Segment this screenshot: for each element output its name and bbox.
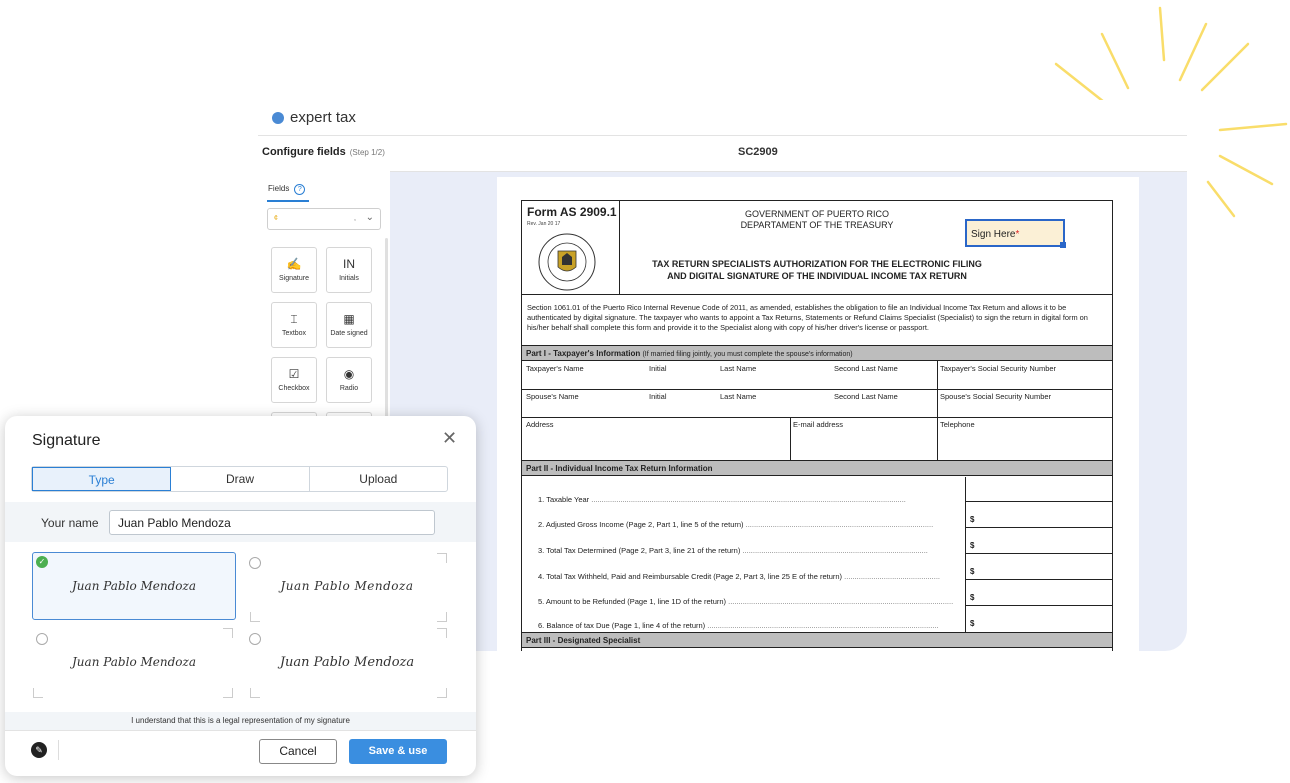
- part2-header: [522, 460, 1113, 476]
- recipient-select-extra: ,: [354, 215, 356, 222]
- calendar-icon: ▦: [343, 312, 355, 326]
- last-name-label: Last Name: [720, 364, 757, 373]
- section-text: Section 1061.01 of the Puerto Rico Internal Revenue Code of 2011, as amended, establishes the obligation to file an Individual Income Tax Return and allows it to be authenticated by digital signature. The taxpayer who wants to appoint a Tax Returns, Statements or Refund Claims Specialist (Specialist) to sign the return in digital form on his/her behalf shall complete this form and provide it to the Specialist along with copy of his/her driver's license or passport.: [527, 303, 1088, 332]
- field-label: Signature: [279, 275, 309, 282]
- telephone-label: Telephone: [940, 420, 975, 429]
- form-col-line: [790, 417, 791, 461]
- configure-title: [262, 146, 385, 158]
- spouse-name-label: Spouse's Name: [526, 392, 579, 401]
- signature-option-3[interactable]: [32, 628, 236, 696]
- chevron-down-icon: ⌄: [365, 212, 374, 223]
- recipient-select-value: ¢: [274, 215, 278, 222]
- gov-title: [622, 209, 1012, 231]
- line-agi: 2. Adjusted Gross Income (Page 2, Part 1, line 5 of the return) ..........................................................................................: [538, 520, 934, 529]
- part2-title: Part II - Individual Income Tax Return Information: [526, 464, 713, 473]
- corner-mark: [250, 688, 260, 698]
- dollar-sign: $: [970, 567, 975, 576]
- sign-here-field[interactable]: [965, 219, 1065, 247]
- dialog-footer-divider: [5, 730, 476, 731]
- dollar-sign: $: [970, 515, 975, 524]
- line-text: 1. Taxable Year: [538, 495, 590, 504]
- form-title: [622, 258, 1012, 282]
- recipient-select[interactable]: [267, 208, 381, 230]
- form-row-line: [522, 417, 1113, 418]
- form-revision: Rev. Jan 20 17: [527, 221, 561, 227]
- gov-line-1: GOVERNMENT OF PUERTO RICO: [744, 209, 890, 219]
- tab-fields-underline: [267, 200, 309, 202]
- form-title-line-2: AND DIGITAL SIGNATURE OF THE INDIVIDUAL INCOME TAX RETURN: [667, 271, 967, 281]
- tab-type[interactable]: Type: [32, 467, 171, 491]
- signature-option-4[interactable]: [245, 628, 449, 696]
- signature-option-1[interactable]: [32, 552, 236, 620]
- field-checkbox-button[interactable]: [271, 357, 317, 403]
- pen-icon[interactable]: ✎: [31, 742, 47, 758]
- signature-dialog: [5, 416, 476, 776]
- taxpayer-ssn-label: Taxpayer's Social Security Number: [940, 364, 1057, 373]
- form-row-line: [965, 553, 1113, 554]
- form-number: Form AS 2909.1: [527, 205, 617, 219]
- part1-header: [522, 345, 1113, 361]
- form-header-divider: [619, 201, 620, 294]
- corner-mark: [437, 553, 447, 563]
- field-textbox-button[interactable]: [271, 302, 317, 348]
- corner-mark: [437, 688, 447, 698]
- field-label: Textbox: [281, 330, 307, 337]
- brand-name: expert tax: [290, 109, 356, 126]
- part1-note: (If married filing jointly, you must complete the spouse's information): [642, 351, 853, 358]
- close-icon[interactable]: ✕: [442, 428, 458, 448]
- line-tax-withheld: 4. Total Tax Withheld, Paid and Reimbursable Credit (Page 2, Part 3, line 25 E of the return) ..............................................: [538, 572, 941, 581]
- signature-option-2[interactable]: [245, 552, 449, 620]
- initial-label: Initial: [649, 364, 667, 373]
- sign-here-label: Sign Here: [971, 229, 1016, 240]
- radio-icon: ◉: [343, 367, 355, 381]
- corner-mark: [250, 612, 260, 622]
- part1-title: Part I - Taxpayer's Information: [526, 349, 641, 358]
- corner-mark: [437, 628, 447, 638]
- dialog-title: Signature: [32, 432, 101, 449]
- signature-preview: Juan Pablo Mendoza: [72, 655, 196, 669]
- second-last-name-label: Second Last Name: [834, 364, 898, 373]
- field-radio-button[interactable]: [326, 357, 372, 403]
- required-marker: *: [1015, 229, 1020, 240]
- selected-check-icon: ✓: [36, 556, 48, 568]
- line-text: 2. Adjusted Gross Income (Page 2, Part 1, line 5 of the return): [538, 520, 744, 529]
- line-text: 5. Amount to be Refunded (Page 1, line 1D of the return): [538, 597, 727, 606]
- second-last-name-label: Second Last Name: [834, 392, 898, 401]
- taxpayer-name-label: Taxpayer's Name: [526, 364, 584, 373]
- gov-line-2: DEPARTAMENT OF THE TREASURY: [740, 220, 894, 230]
- field-label: Date signed: [330, 330, 368, 337]
- field-label: Checkbox: [278, 385, 310, 392]
- form-row-line: [522, 389, 1113, 390]
- toolbar-divider: [258, 171, 1187, 172]
- form-row-line: [965, 527, 1113, 528]
- legal-notice: I understand that this is a legal representation of my signature: [131, 716, 350, 725]
- tab-fields-label: Fields: [268, 184, 290, 193]
- line-balance-due: 6. Balance of tax Due (Page 1, line 4 of the return) ...............................................................................................................: [538, 621, 939, 630]
- your-name-label: Your name: [41, 516, 99, 530]
- part3-title: Part III - Designated Specialist: [526, 636, 641, 645]
- tab-upload[interactable]: Upload: [359, 472, 398, 486]
- field-signature-button[interactable]: [271, 247, 317, 293]
- tax-form: [521, 200, 1113, 651]
- line-refund: 5. Amount to be Refunded (Page 1, line 1D of the return) ............................................................................................................: [538, 597, 954, 606]
- email-label: E-mail address: [793, 420, 844, 429]
- treasury-seal-icon: [536, 231, 598, 293]
- address-label: Address: [526, 420, 554, 429]
- field-date-signed-button[interactable]: [326, 302, 372, 348]
- radio-icon[interactable]: [249, 633, 261, 645]
- corner-mark: [33, 688, 43, 698]
- checkbox-icon: ☑: [288, 367, 300, 381]
- tab-fields[interactable]: [268, 184, 305, 195]
- line-tax-determined: 3. Total Tax Determined (Page 2, Part 3, line 21 of the return) .........................................................................................: [538, 546, 928, 555]
- brand-logo: [272, 109, 356, 126]
- line-taxable-year: 1. Taxable Year .......................................................................................................................................................: [538, 495, 906, 504]
- your-name-input[interactable]: [109, 510, 435, 535]
- brand-logo-icon: [272, 112, 284, 124]
- document-id: SC2909: [738, 146, 778, 158]
- sidebar-scrollbar[interactable]: [385, 238, 388, 418]
- form-row-line: [965, 579, 1113, 580]
- form-col-line: [937, 361, 938, 461]
- footer-separator: [58, 740, 59, 760]
- corner-mark: [437, 612, 447, 622]
- help-icon[interactable]: ?: [294, 184, 305, 195]
- initial-label: Initial: [649, 392, 667, 401]
- tab-draw[interactable]: Draw: [171, 467, 309, 491]
- dollar-sign: $: [970, 593, 975, 602]
- radio-icon[interactable]: [36, 633, 48, 645]
- signature-preview: Juan Pablo Mendoza: [72, 579, 196, 593]
- corner-mark: [223, 628, 233, 638]
- signature-mode-tabs: [31, 466, 448, 492]
- configure-step: (Step 1/2): [349, 148, 385, 157]
- form-title-line-1: TAX RETURN SPECIALISTS AUTHORIZATION FOR THE ELECTRONIC FILING: [652, 259, 982, 269]
- configure-title-text: Configure fields: [262, 146, 346, 158]
- corner-mark: [223, 688, 233, 698]
- dollar-sign: $: [970, 619, 975, 628]
- line-text: 6. Balance of tax Due (Page 1, line 4 of the return): [538, 621, 706, 630]
- field-initials-button[interactable]: [326, 247, 372, 293]
- signature-preview: Juan Pablo Mendoza: [279, 654, 415, 670]
- signature-preview: Juan Pablo Mendoza: [280, 579, 414, 593]
- header-divider: [258, 135, 1187, 136]
- line-text: 4. Total Tax Withheld, Paid and Reimbursable Credit (Page 2, Part 3, line 25 E of the return): [538, 572, 843, 581]
- form-row-line: [965, 501, 1113, 502]
- dollar-sign: $: [970, 541, 975, 550]
- spouse-ssn-label: Spouse's Social Security Number: [940, 392, 1052, 401]
- textbox-icon: ⌶: [290, 312, 298, 326]
- part3-header: [522, 632, 1113, 648]
- save-and-use-button[interactable]: Save & use: [349, 739, 447, 764]
- cancel-button[interactable]: Cancel: [259, 739, 337, 764]
- initials-icon: IN: [343, 257, 355, 271]
- form-divider: [522, 294, 1113, 295]
- field-label: Radio: [339, 385, 359, 392]
- field-label: Initials: [339, 275, 359, 282]
- signature-icon: ✍: [286, 257, 302, 271]
- radio-icon[interactable]: [249, 557, 261, 569]
- line-text: 3. Total Tax Determined (Page 2, Part 3, line 21 of the return): [538, 546, 741, 555]
- form-row-line: [965, 605, 1113, 606]
- last-name-label: Last Name: [720, 392, 757, 401]
- resize-handle[interactable]: [1060, 242, 1066, 248]
